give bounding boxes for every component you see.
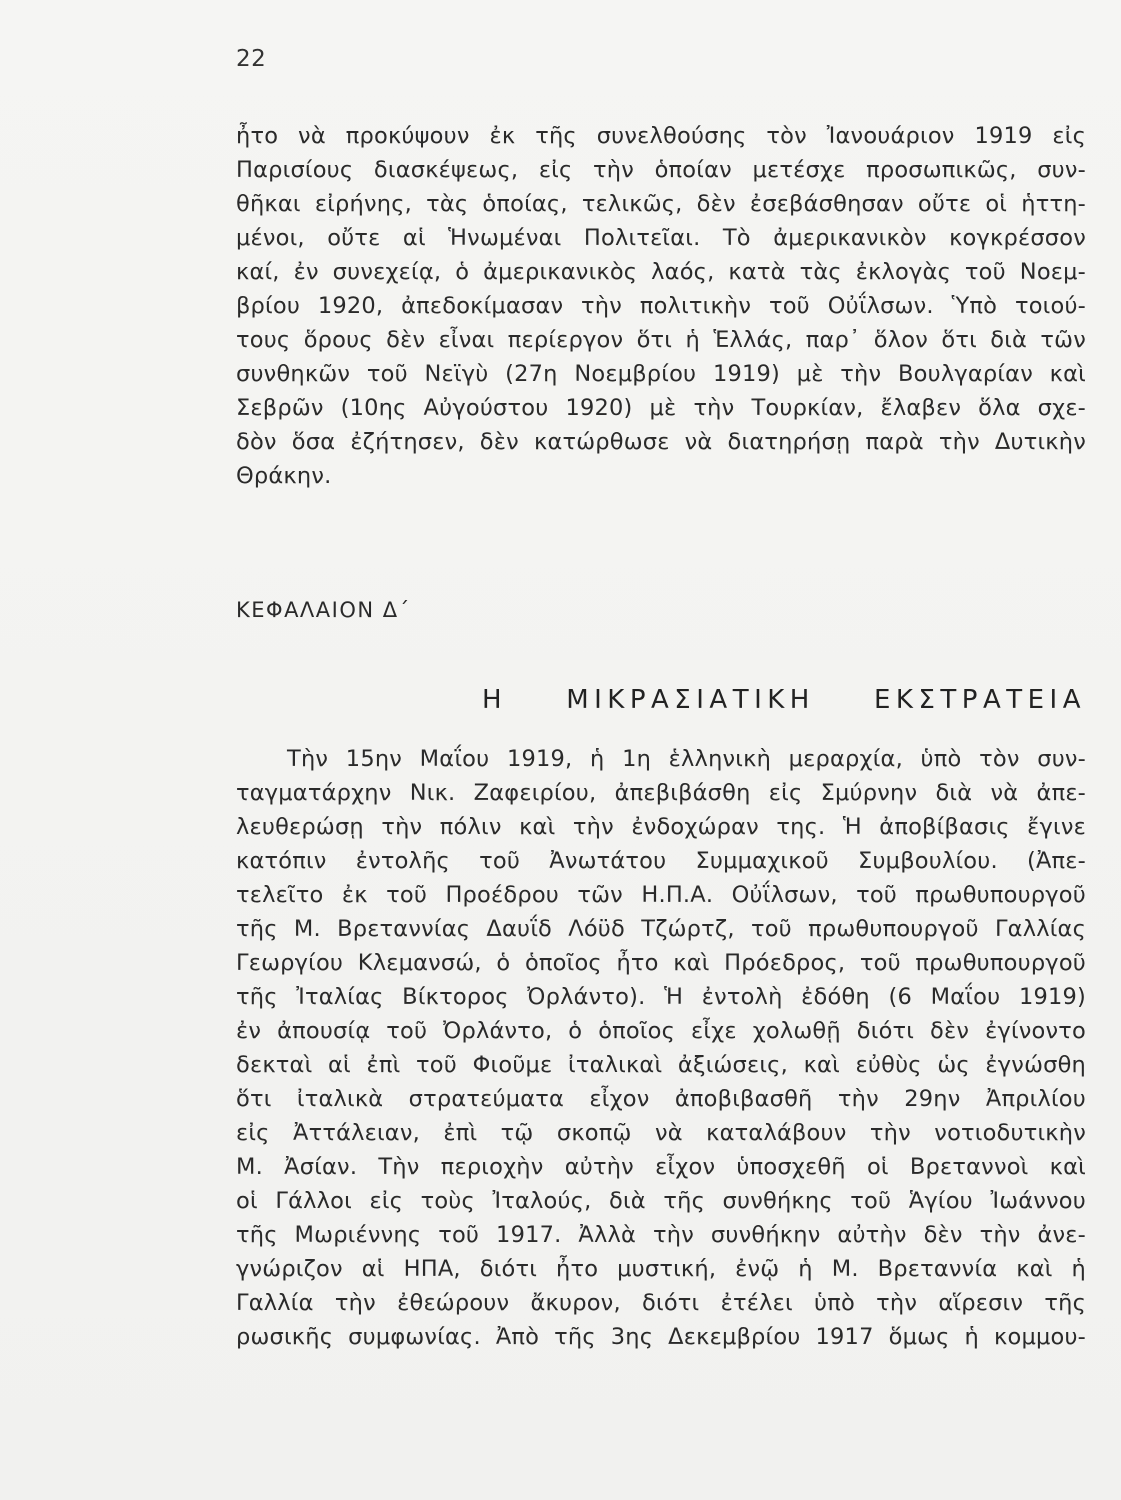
- text-line: λευθερώσῃ τὴν πόλιν καὶ τὴν ἐνδοχώραν της. Ἡ ἀποβίβασις ἔγινε: [236, 814, 1086, 840]
- page-number: 22: [236, 46, 267, 72]
- paragraph-chapter-body: [236, 742, 1086, 1354]
- text-line: Μ. Ἀσίαν. Τὴν περιοχὴν αὐτὴν εἶχον ὑποσχεθῆ οἱ Βρεταννοὶ καὶ: [236, 1154, 1086, 1180]
- text-line: τῆς Μ. Βρεταννίας Δαυΐδ Λόϋδ Τζώρτζ, τοῦ πρωθυπουργοῦ Γαλλίας: [236, 916, 1086, 942]
- text-line: οἱ Γάλλοι εἰς τοὺς Ἰταλούς, διὰ τῆς συνθήκης τοῦ Ἁγίου Ἰωάννου: [236, 1188, 1086, 1214]
- text-line: εἰς Ἀττάλειαν, ἐπὶ τῷ σκοπῷ νὰ καταλάβουν τὴν νοτιοδυτικὴν: [236, 1120, 1086, 1146]
- text-line: δεκταὶ αἱ ἐπὶ τοῦ Φιοῦμε ἰταλικαὶ ἀξιώσεις, καὶ εὐθὺς ὡς ἐγνώσθη: [236, 1052, 1086, 1078]
- text-line: Παρισίους διασκέψεως, εἰς τὴν ὁποίαν μετέσχε προσωπικῶς, συν-: [236, 157, 1086, 183]
- text-line: ρωσικῆς συμφωνίας. Ἀπὸ τῆς 3ης Δεκεμβρίου 1917 ὅμως ἡ κομμου-: [236, 1324, 1086, 1350]
- text-line: συνθηκῶν τοῦ Νεϊγὺ (27η Νοεμβρίου 1919) μὲ τὴν Βουλγαρίαν καὶ: [236, 361, 1086, 387]
- text-line: τῆς Ἰταλίας Βίκτορος Ὀρλάντο). Ἡ ἐντολὴ ἐδόθη (6 Μαΐου 1919): [236, 984, 1086, 1010]
- text-line: Γεωργίου Κλεμανσώ, ὁ ὁποῖος ἦτο καὶ Πρόεδρος, τοῦ πρωθυπουργοῦ: [236, 950, 1086, 976]
- text-line: γνώριζον αἱ ΗΠΑ, διότι ἦτο μυστική, ἐνῷ ἡ Μ. Βρεταννία καὶ ἡ: [236, 1256, 1086, 1282]
- text-line: τῆς Μωριέννης τοῦ 1917. Ἀλλὰ τὴν συνθήκην αὐτὴν δὲν τὴν ἀνε-: [236, 1222, 1086, 1248]
- chapter-title: Η ΜΙΚΡΑΣΙΑΤΙΚΗ ΕΚΣΤΡΑΤΕΙΑ: [482, 685, 1086, 715]
- text-line: καί, ἐν συνεχείᾳ, ὁ ἀμερικανικὸς λαός, κατὰ τὰς ἐκλογὰς τοῦ Νοεμ-: [236, 259, 1086, 285]
- text-line: δὸν ὅσα ἐζήτησεν, δὲν κατώρθωσε νὰ διατηρήσῃ παρὰ τὴν Δυτικὴν: [236, 429, 1086, 455]
- chapter-label: ΚΕΦΑΛΑΙΟΝ Δ΄: [236, 598, 411, 622]
- text-line: ἐν ἀπουσίᾳ τοῦ Ὀρλάντο, ὁ ὁποῖος εἶχε χολωθῇ διότι δὲν ἐγίνοντο: [236, 1018, 1086, 1044]
- text-line: βρίου 1920, ἀπεδοκίμασαν τὴν πολιτικὴν τοῦ Οὐΐλσων. Ὑπὸ τοιού-: [236, 293, 1086, 319]
- text-line: ἦτο νὰ προκύψουν ἐκ τῆς συνελθούσης τὸν Ἰανουάριον 1919 εἰς: [236, 123, 1086, 149]
- text-line: ταγματάρχην Νικ. Ζαφειρίου, ἀπεβιβάσθη εἰς Σμύρνην διὰ νὰ ἀπε-: [236, 780, 1086, 806]
- paragraph-intro: [236, 119, 1086, 493]
- text-line: θῆκαι εἰρήνης, τὰς ὁποίας, τελικῶς, δὲν ἐσεβάσθησαν οὔτε οἱ ἡττη-: [236, 191, 1086, 217]
- text-line: κατόπιν ἐντολῆς τοῦ Ἀνωτάτου Συμμαχικοῦ Συμβουλίου. (Ἀπε-: [236, 848, 1086, 874]
- text-line: τους ὅρους δὲν εἶναι περίεργον ὅτι ἡ Ἑλλάς, παρ᾽ ὅλον ὅτι διὰ τῶν: [236, 327, 1086, 353]
- text-line: Θράκην.: [236, 463, 332, 489]
- text-line: μένοι, οὔτε αἱ Ἡνωμέναι Πολιτεῖαι. Τὸ ἀμερικανικὸν κογκρέσσον: [236, 225, 1086, 251]
- text-line: ὅτι ἰταλικὰ στρατεύματα εἶχον ἀποβιβασθῆ τὴν 29ην Ἀπριλίου: [236, 1086, 1086, 1112]
- text-line: Τὴν 15ην Μαΐου 1919, ἡ 1η ἑλληνικὴ μεραρχία, ὑπὸ τὸν συν-: [287, 746, 1086, 772]
- text-line: τελεῖτο ἐκ τοῦ Προέδρου τῶν Η.Π.Α. Οὐΐλσων, τοῦ πρωθυπουργοῦ: [236, 882, 1086, 908]
- text-line: Σεβρῶν (10ης Αὐγούστου 1920) μὲ τὴν Τουρκίαν, ἔλαβεν ὅλα σχε-: [236, 395, 1086, 421]
- text-line: Γαλλία τὴν ἐθεώρουν ἄκυρον, διότι ἐτέλει ὑπὸ τὴν αἵρεσιν τῆς: [236, 1290, 1086, 1316]
